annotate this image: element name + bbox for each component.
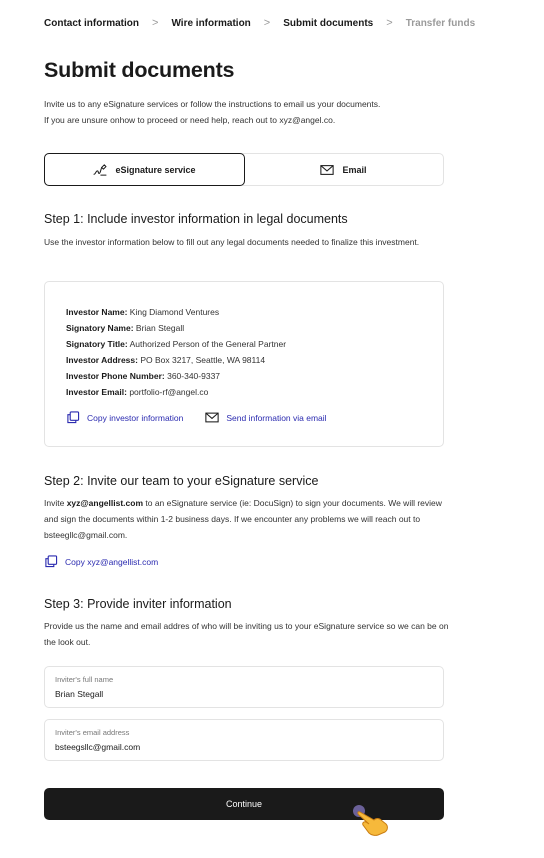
send-info-email-link[interactable] — [205, 411, 326, 424]
breadcrumb-submit-documents: Submit documents — [283, 17, 374, 29]
signatory-name-label: Signatory Name: — [66, 323, 134, 333]
copy-investor-info-link[interactable] — [66, 411, 183, 424]
step3-title: Step 3: Provide inviter information — [44, 597, 232, 611]
intro-line-2: If you are unsure onhow to proceed or need help, reach out to xyz@angel.co. — [44, 115, 336, 125]
breadcrumb — [44, 17, 475, 29]
email-label: Email — [342, 164, 367, 175]
chevron-right-icon: > — [152, 17, 159, 29]
chevron-right-icon: > — [386, 17, 393, 29]
intro-line-1: Invite us to any eSignature services or follow the instructions to email us your documents. — [44, 99, 381, 109]
inviter-name-field[interactable] — [44, 666, 444, 708]
investor-info-card — [44, 281, 444, 447]
investor-address-value: PO Box 3217, Seattle, WA 98114 — [140, 355, 266, 365]
step1-title: Step 1: Include investor information in legal documents — [44, 212, 348, 226]
hand-pointer-icon — [350, 803, 392, 837]
inviter-email-field[interactable] — [44, 719, 444, 761]
investor-email-value: portfolio-rf@angel.co — [129, 387, 209, 397]
chevron-right-icon: > — [263, 17, 271, 29]
investor-address-row — [66, 352, 443, 368]
investor-phone-value: 360-340-9337 — [167, 371, 221, 381]
breadcrumb-contact-information[interactable]: Contact information — [44, 17, 139, 29]
inviter-name-label: Inviter's full name — [55, 675, 114, 684]
copy-icon — [66, 411, 80, 424]
step2-text — [44, 495, 449, 543]
esignature-service-label: eSignature service — [115, 164, 196, 175]
copy-investor-info-label: Copy investor information — [87, 412, 184, 423]
step2-text-post: to an eSignature service (ie: DocuSign) to sign your documents. We will review and sign the documents within 1-2 business days. If we encounter any problems we will reach out to bsteegllc@gmail.com. — [44, 498, 442, 540]
copy-team-email-label: Copy xyz@angellist.com — [65, 556, 159, 567]
investor-phone-label: Investor Phone Number: — [66, 371, 165, 381]
inviter-email-input[interactable] — [55, 742, 433, 752]
step2-text-pre: Invite — [44, 498, 67, 508]
email-tab[interactable] — [244, 154, 443, 185]
inviter-email-label: Inviter's email address — [55, 728, 130, 737]
investor-email-label: Investor Email: — [66, 387, 127, 397]
signatory-name-row — [66, 320, 443, 336]
card-actions — [66, 411, 443, 424]
signature-icon — [93, 164, 107, 176]
copy-team-email-link[interactable] — [44, 555, 158, 568]
inviter-name-input[interactable] — [55, 689, 433, 699]
investor-address-label: Investor Address: — [66, 355, 138, 365]
step2-title: Step 2: Invite our team to your eSignature service — [44, 474, 319, 488]
investor-email-row — [66, 384, 443, 400]
breadcrumb-transfer-funds: Transfer funds — [405, 17, 476, 29]
continue-button[interactable]: Continue — [44, 788, 444, 820]
signatory-title-label: Signatory Title: — [66, 339, 128, 349]
envelope-icon — [205, 411, 219, 424]
esignature-service-tab[interactable] — [44, 153, 245, 186]
signatory-name-value: Brian Stegall — [135, 323, 185, 333]
method-toggle — [44, 153, 444, 186]
envelope-icon — [320, 164, 334, 176]
investor-name-row — [66, 304, 443, 320]
step3-text: Provide us the name and email addres of who will be inviting us to your eSignature service so we can be on the look out. — [44, 621, 449, 647]
page-intro — [44, 96, 464, 128]
send-info-email-label: Send information via email — [226, 412, 327, 423]
investor-name-label: Investor Name: — [66, 307, 128, 317]
signatory-title-row — [66, 336, 443, 352]
page-title: Submit documents — [44, 58, 235, 82]
investor-phone-row — [66, 368, 443, 384]
copy-icon — [44, 555, 58, 568]
breadcrumb-wire-information[interactable]: Wire information — [171, 17, 251, 29]
team-email: xyz@angellist.com — [66, 498, 144, 508]
signatory-title-value: Authorized Person of the General Partner — [129, 339, 287, 349]
investor-name-value: King Diamond Ventures — [129, 307, 220, 317]
step1-text: Use the investor information below to fill out any legal documents needed to finalize this investment. — [44, 237, 420, 247]
